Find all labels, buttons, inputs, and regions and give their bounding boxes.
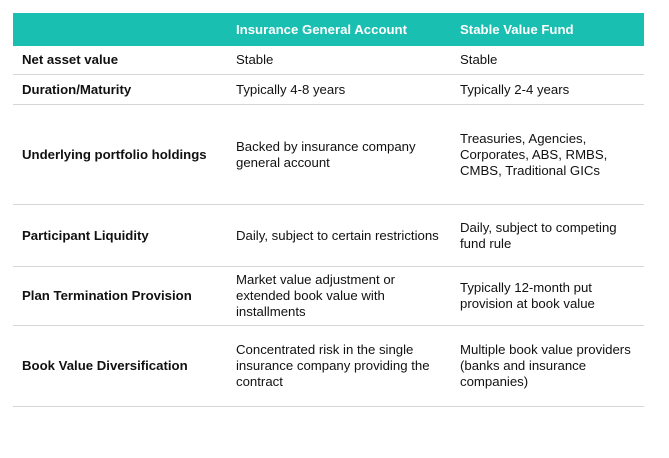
table-row-underlying-portfolio-holdings [13,105,644,205]
insurance-general-account-cell: Market value adjustment or extended book value with installments [228,267,453,326]
header-cell-empty [13,13,228,46]
insurance-general-account-cell: Stable [228,46,453,75]
row-label: Book Value Diversification [13,326,228,407]
stable-value-fund-cell: Multiple book value providers (banks and insurance companies) [453,326,644,407]
comparison-table [13,13,644,407]
row-label: Participant Liquidity [13,205,228,267]
table-row-duration-maturity [13,75,644,105]
table-row-net-asset-value [13,46,644,75]
row-label: Net asset value [13,46,228,75]
insurance-general-account-cell: Backed by insurance company general account [228,105,453,205]
stable-value-fund-cell: Stable [453,46,644,75]
stable-value-fund-cell: Treasuries, Agencies, Corporates, ABS, RMBS, CMBS, Traditional GICs [453,105,644,205]
row-label: Duration/Maturity [13,75,228,105]
row-label: Plan Termination Provision [13,267,228,326]
table-body [13,46,644,407]
insurance-general-account-cell: Typically 4-8 years [228,75,453,105]
row-label: Underlying portfolio holdings [13,105,228,205]
table-row-book-value-diversification [13,326,644,407]
table-header [13,13,644,46]
stable-value-fund-cell: Typically 2-4 years [453,75,644,105]
table-row-plan-termination-provision [13,267,644,326]
insurance-general-account-cell: Concentrated risk in the single insurance company providing the contract [228,326,453,407]
insurance-general-account-cell: Daily, subject to certain restrictions [228,205,453,267]
stable-value-fund-cell: Daily, subject to competing fund rule [453,205,644,267]
table-row-participant-liquidity [13,205,644,267]
header-cell-insurance-general-account: Insurance General Account [228,13,453,46]
header-cell-stable-value-fund: Stable Value Fund [453,13,644,46]
header-row [13,13,644,46]
stable-value-fund-cell: Typically 12-month put provision at book value [453,267,644,326]
